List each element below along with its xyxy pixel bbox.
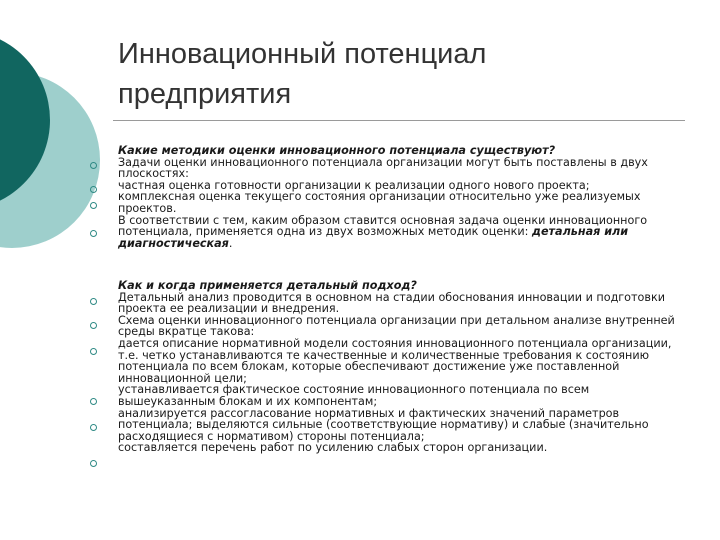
methods-conclusion-text: В соответствии с тем, каким образом ставится основная задача оценки инновационного потенциала, применяется одна из двух возможных методик оценки:	[118, 213, 648, 239]
bullet-icon	[90, 460, 97, 467]
bullet-icon	[90, 186, 97, 193]
section-detailed-heading: Как и когда применяется детальный подход?	[118, 279, 417, 292]
bullet-icon	[90, 424, 97, 431]
bullet-icon	[90, 202, 97, 209]
section-detailed	[118, 280, 678, 454]
slide-title	[118, 34, 678, 114]
section-detailed-item: Схема оценки инновационного потенциала организации при детальном анализе внутренней среды вкратце такова:	[118, 313, 675, 339]
bullet-icon	[90, 230, 97, 237]
slide-title-line1: Инновационный потенциал	[118, 38, 487, 70]
bullet-icon	[90, 298, 97, 305]
section-detailed-item: анализируется рассогласование нормативных и фактических значений параметров потенциала; выделяются сильные (соответствующие нормативу) и слабые (значительно расходящиеся с нормативом) стороны потенциала;	[118, 406, 649, 443]
slide-title-line2: предприятия	[118, 78, 292, 110]
section-methods-item: частная оценка готовности организации к реализации одного нового проекта;	[118, 178, 590, 192]
section-detailed-item: дается описание нормативной модели состояния инновационного потенциала организации, т.е. четко устанавливаются те качественные и количественные требования к состоянию потенциала по всем блокам, которые обеспечивают достижение уже поставленной инновационной цели;	[118, 336, 672, 385]
section-methods-item: комплексная оценка текущего состояния организации относительно уже реализуемых проектов.	[118, 190, 641, 215]
section-detailed-item: Детальный анализ проводится в основном на стадии обоснования инновации и подготовки проекта ее реализации и внедрения.	[118, 290, 666, 316]
section-methods	[118, 145, 678, 249]
bullet-icon	[90, 162, 97, 169]
bullet-icon	[90, 398, 97, 405]
section-methods-item	[118, 215, 678, 250]
bullet-icon	[90, 348, 97, 355]
decorative-circles	[0, 0, 110, 320]
section-detailed-item: составляется перечень работ по усилению слабых сторон организации.	[118, 441, 548, 455]
bullet-icon	[90, 322, 97, 329]
methods-emphasis: детальная или диагностическая	[118, 225, 629, 250]
section-methods-item: Задачи оценки инновационного потенциала организации могут быть поставлены в двух плоскостях:	[118, 155, 648, 181]
section-methods-heading: Какие методики оценки инновационного потенциала существуют?	[118, 144, 556, 157]
methods-period: .	[228, 236, 233, 250]
section-detailed-item: устанавливается фактическое состояние инновационного потенциала по всем вышеуказанным блокам и их компонентам;	[118, 383, 590, 408]
title-divider	[113, 120, 685, 121]
